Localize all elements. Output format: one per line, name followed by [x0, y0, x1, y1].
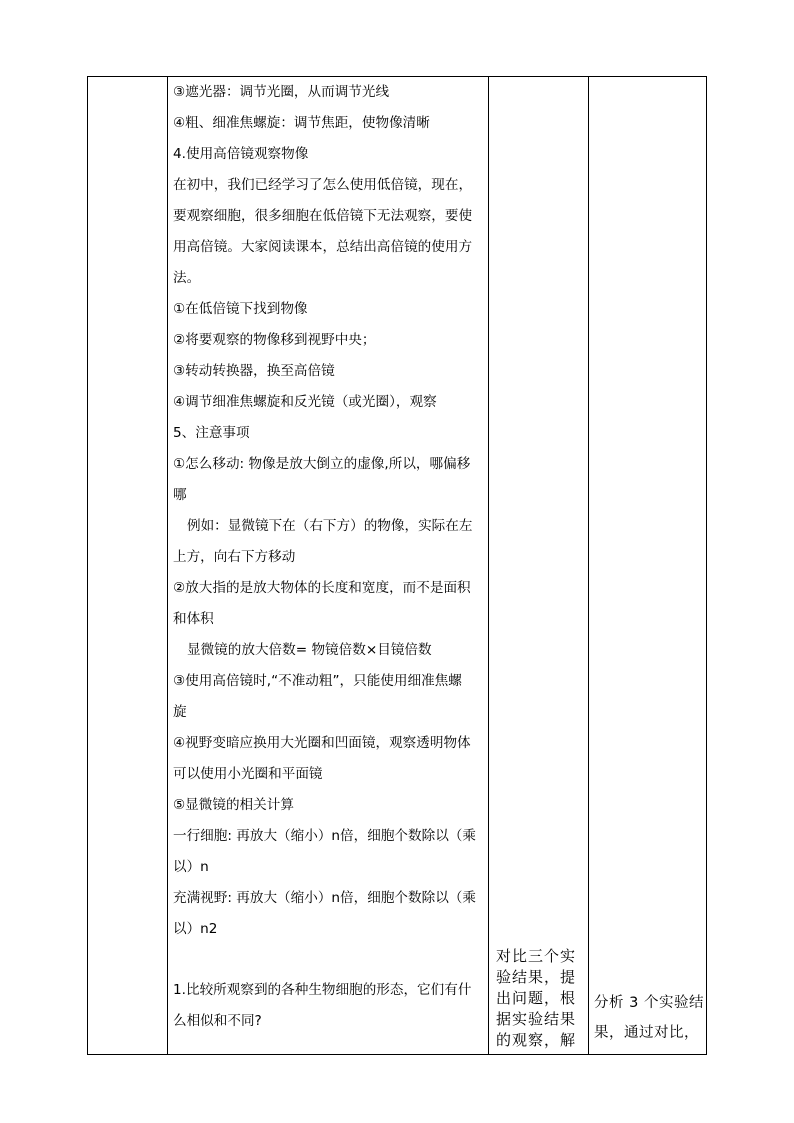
design-intent-cell	[594, 988, 704, 1048]
column-divider-3	[588, 76, 589, 1055]
content-line: 充满视野: 再放大（缩小）n倍，细胞个数除以（乘	[173, 890, 476, 906]
content-line: 上方，向右下方移动	[173, 549, 296, 565]
question-line: 1.比较所观察到的各种生物细胞的形态，它们有什	[173, 982, 472, 998]
content-line: 以）n2	[173, 921, 218, 937]
section-heading: 5、注意事项	[173, 425, 250, 441]
student-activity-line: 据实验结果	[496, 1010, 577, 1028]
content-line: ③遮光器：调节光圈，从而调节光线	[173, 84, 390, 100]
content-line: ③转动转换器，换至高倍镜	[173, 363, 335, 379]
content-line: 例如：显微镜下在（右下方）的物像，实际在左	[187, 518, 473, 534]
content-line: ④视野变暗应换用大光圈和凹面镜，观察透明物体	[173, 735, 471, 751]
content-line: 法。	[173, 270, 201, 286]
formula-line: 显微镜的放大倍数= 物镜倍数×目镜倍数	[187, 642, 432, 658]
content-line: ④粗、细准焦螺旋：调节焦距，使物像清晰	[173, 115, 430, 131]
content-line: 以）n	[173, 859, 209, 875]
content-line: ③使用高倍镜时,“不准动粗”，只能使用细准焦螺	[173, 673, 462, 689]
content-line: 一行细胞: 再放大（缩小）n倍，细胞个数除以（乘	[173, 828, 476, 844]
content-line: 要观察细胞，很多细胞在低倍镜下无法观察，要使	[173, 208, 473, 224]
content-line: 用高倍镜。大家阅读课本，总结出高倍镜的使用方	[173, 239, 473, 255]
content-line: 哪	[173, 487, 187, 503]
content-line: ⑤显微镜的相关计算	[173, 797, 294, 813]
content-line: 可以使用小光圈和平面镜	[173, 766, 323, 782]
design-intent-line: 分析 3 个实验结	[594, 995, 704, 1011]
content-line: ①怎么移动: 物像是放大倒立的虚像,所以，哪偏移	[173, 456, 471, 472]
content-line: 旋	[173, 704, 187, 720]
design-intent-line: 果，通过对比，	[594, 1025, 699, 1041]
content-line: ①在低倍镜下找到物像	[173, 301, 308, 317]
section-heading: 4.使用高倍镜观察物像	[173, 146, 309, 162]
student-activity-line: 验结果，提	[496, 968, 577, 986]
student-activity-line: 对比三个实	[496, 947, 577, 965]
column-divider-2	[488, 76, 489, 1055]
question-line: 么相似和不同?	[173, 1013, 262, 1029]
content-line: ②将要观察的物像移到视野中央；	[173, 332, 376, 348]
content-line: 在初中，我们已经学习了怎么使用低倍镜，现在，	[173, 177, 473, 193]
content-line: ④调节细准焦螺旋和反光镜（或光圈），观察	[173, 394, 437, 410]
content-line: ②放大指的是放大物体的长度和宽度，而不是面积	[173, 580, 471, 596]
student-activity-line: 的观察，解	[496, 1031, 577, 1049]
column-divider-1	[167, 76, 168, 1055]
student-activity-line: 出问题，根	[496, 989, 577, 1007]
content-line: 和体积	[173, 611, 214, 627]
student-activity-cell	[496, 946, 586, 1051]
